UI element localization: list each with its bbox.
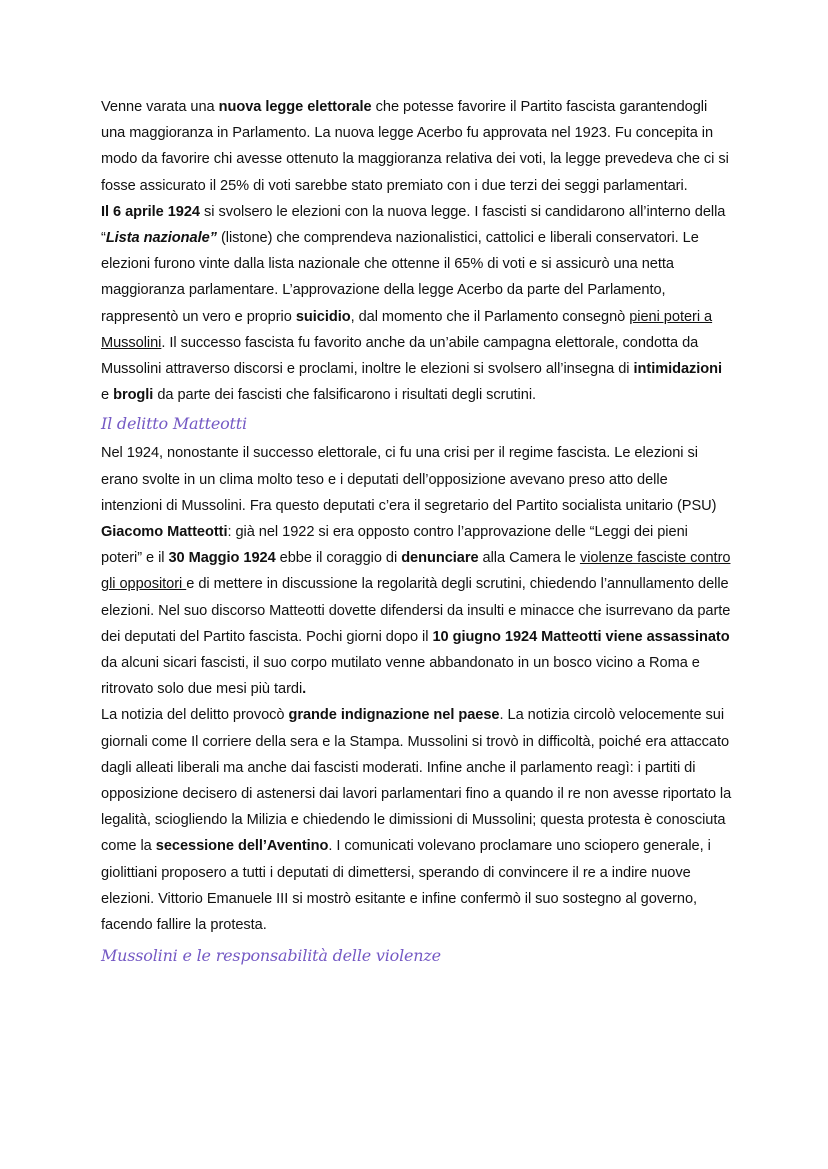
bold-italic-text: Lista nazionale” xyxy=(105,230,217,247)
text: da parte dei fascisti che falsificarono i risultati degli scrutini. xyxy=(153,387,537,404)
section-heading-delitto-matteotti: Il delitto Matteotti xyxy=(101,414,247,434)
bold-text: secessione dell’Aventino xyxy=(155,838,329,855)
text: . I comunicati volevano proclamare uno sciopero generale, i giolittiani proposero a tutti i deputati di dimettersi, sperando di convincere il re a indire nuove elezioni. Vittorio Emanuele III si mostrò esitante e infine confermò il suo sostegno al governo, facendo fallire la protesta. xyxy=(101,838,711,934)
bold-text: nuova legge elettorale xyxy=(218,99,372,115)
text: e di mettere in discussione la regolarità degli scrutini, chiedendo l’annullamento delle elezioni. Nel suo discorso Matteotti dovette difendersi da insulti e minacce che isurrevano da parte dei deputati del Partito fascista. Pochi giorni dopo il xyxy=(101,576,731,645)
bold-text: . xyxy=(302,681,307,698)
paragraph-aventino xyxy=(101,702,732,938)
text: da alcuni sicari fascisti, il suo corpo mutilato venne abbandonato in un bosco vicino a Roma e ritrovato solo due mesi più tardi xyxy=(101,655,700,698)
paragraph-elezioni-1924 xyxy=(101,199,732,409)
text: (listone) che comprendeva nazionalistici, cattolici e liberali conservatori. Le elezioni furono vinte dalla lista nazionale che ottenne il 65% di voti e si assicurò una netta maggioranza parlamentare. L’approvazione della legge Acerbo da parte del Parlamento, rappresentò un vero e proprio xyxy=(101,230,699,325)
underlined-text: pieni poteri a Mussolini xyxy=(101,308,713,351)
bold-text: Giacomo Matteotti xyxy=(101,524,228,541)
text: e xyxy=(101,387,114,404)
text: La notizia del delitto provocò xyxy=(101,707,289,724)
section-heading-responsabilita: Mussolini e le responsabilità delle violenze xyxy=(101,946,441,966)
bold-text: denunciare xyxy=(401,550,479,567)
text: Nel 1924, nonostante il successo elettorale, ci fu una crisi per il regime fascista. Le elezioni si erano svolte in un clima molto teso e i deputati dell’opposizione avevano preso atto delle intenzioni di Mussolini. Fra questo deputati c’era il segretario del Partito socialista unitario (PSU) xyxy=(101,445,717,514)
paragraph-legge-acerbo xyxy=(101,94,732,199)
text: : già nel 1922 si era opposto contro l’approvazione delle “Leggi dei pieni poteri” e il xyxy=(101,524,688,567)
text: ebbe il coraggio di xyxy=(275,550,402,567)
paragraph-matteotti xyxy=(101,440,732,702)
bold-text: 10 giugno 1924 Matteotti viene assassinato xyxy=(432,628,730,645)
bold-text: brogli xyxy=(113,387,154,404)
bold-text: intimidazioni xyxy=(633,361,723,378)
text: . La notizia circolò velocemente sui giornali come Il corriere della sera e la Stampa. Mussolini si trovò in difficoltà, poiché era attaccato dagli alleati liberali ma anche dai fascisti moderati. Infine anche il parlamento reagì: i partiti di opposizione decisero di astenersi dai lavori parlamentari fino a quando il re non avesse riportato la legalità, sciogliendo la Milizia e chiedendo le dimissioni di Mussolini; questa protesta è conosciuta come la xyxy=(101,707,732,855)
text: , dal momento che il Parlamento consegnò xyxy=(350,308,630,325)
bold-text: grande indignazione nel paese xyxy=(288,707,500,724)
text: si svolsero le elezioni con la nuova legge. I fascisti si candidarono all’interno della “ xyxy=(101,203,726,247)
text: alla Camera le xyxy=(478,550,580,567)
text: Venne varata una xyxy=(101,99,219,115)
bold-text: Il 6 aprile 1924 xyxy=(101,203,200,220)
text: che potesse favorire il Partito fascista garantendogli una maggioranza in Parlamento. La nuova legge Acerbo fu approvata nel 1923. Fu concepita in modo da favorire chi avesse ottenuto la maggioranza relativa dei voti, la legge prevedeva che ci si fosse assicurato il 25% di voti sarebbe stato premiato con i due terzi dei seggi parlamentari. xyxy=(101,99,729,194)
bold-text: suicidio xyxy=(295,308,351,325)
text: . Il successo fascista fu favorito anche da un’abile campagna elettorale, condotta da Mussolini attraverso discorsi e proclami, inoltre le elezioni si svolsero all’insegna di xyxy=(101,334,699,378)
underlined-text: violenze fasciste contro gli oppositori xyxy=(101,550,731,593)
bold-text: 30 Maggio 1924 xyxy=(168,550,276,567)
